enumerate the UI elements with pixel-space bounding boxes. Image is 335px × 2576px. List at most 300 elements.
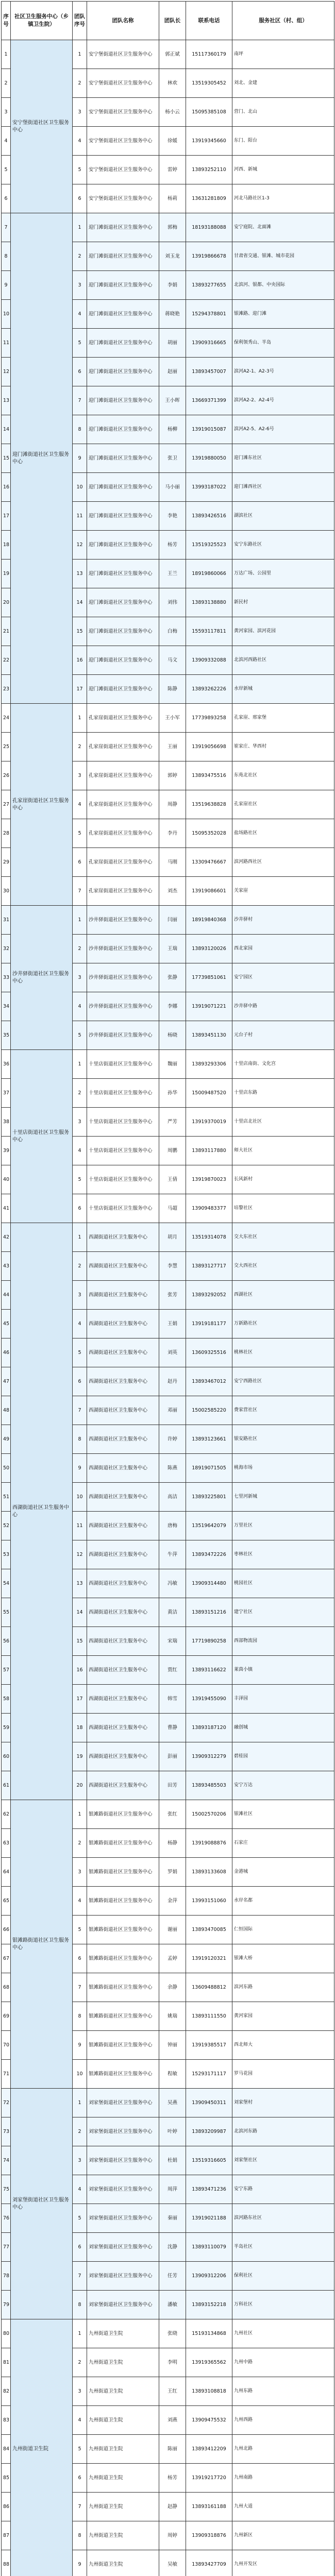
row-area: 碧桂园 xyxy=(232,1742,334,1771)
row-leader: 张红 xyxy=(159,1800,186,1829)
row-seq: 63 xyxy=(2,1829,11,1858)
row-team-no: 6 xyxy=(73,1194,87,1223)
row-team-no: 3 xyxy=(73,963,87,992)
row-phone: 13609488812 xyxy=(186,1973,232,2002)
row-team-no: 4 xyxy=(73,2175,87,2204)
row-seq: 80 xyxy=(2,2319,11,2348)
row-seq: 10 xyxy=(2,300,11,329)
row-team-no: 5 xyxy=(73,1165,87,1194)
row-team-no: 3 xyxy=(73,2146,87,2175)
row-team-name: 迎门滩街道社区卫生服务中心 xyxy=(87,271,159,300)
header-phone: 联系电话 xyxy=(186,2,232,40)
row-leader: 周婷 xyxy=(159,2521,186,2550)
row-area: 长风新村 xyxy=(232,1165,334,1194)
row-team-name: 孔家崖街道社区卫生服务中心 xyxy=(87,733,159,761)
row-seq: 30 xyxy=(2,877,11,906)
row-team-name: 十里店街道社区卫生服务中心 xyxy=(87,1137,159,1165)
row-team-no: 5 xyxy=(73,1916,87,1944)
row-leader: 李艳 xyxy=(159,502,186,531)
row-team-no: 7 xyxy=(73,386,87,415)
row-team-no: 6 xyxy=(73,2464,87,2493)
row-phone: 13909312279 xyxy=(186,1742,232,1771)
row-team-no: 1 xyxy=(73,2089,87,2117)
row-area: 费家营社区 xyxy=(232,1396,334,1425)
row-team-name: 西湖街道社区卫生服务中心 xyxy=(87,1656,159,1685)
row-area: 孔家崖社区 xyxy=(232,790,334,819)
row-phone: 15095385108 xyxy=(186,98,232,127)
row-team-no: 1 xyxy=(73,213,87,242)
row-team-no: 5 xyxy=(73,2435,87,2464)
row-leader: 钟丽 xyxy=(159,2031,186,2060)
row-team-no: 2 xyxy=(73,1252,87,1281)
row-team-name: 西湖街道社区卫生服务中心 xyxy=(87,1425,159,1454)
row-leader: 孟婷 xyxy=(159,1944,186,1973)
row-leader: 王倩 xyxy=(159,1165,186,1194)
row-phone: 13309476667 xyxy=(186,848,232,877)
row-team-no: 10 xyxy=(73,1483,87,1512)
row-seq: 16 xyxy=(2,473,11,502)
row-phone: 13893111550 xyxy=(186,2002,232,2031)
row-leader: 张静 xyxy=(159,963,186,992)
table-header xyxy=(2,2,334,40)
row-area: 十里店北社区 xyxy=(232,1108,334,1137)
row-team-name: 安宁堡街道社区卫生服务中心 xyxy=(87,40,159,69)
row-leader: 王小军 xyxy=(159,704,186,733)
row-team-name: 迎门滩街道社区卫生服务中心 xyxy=(87,588,159,617)
row-area: 刘家堡村 xyxy=(232,2089,334,2117)
row-phone: 17719890258 xyxy=(186,1627,232,1656)
row-area: 水岸新城 xyxy=(232,675,334,704)
row-phone: 13919071221 xyxy=(186,992,232,1021)
row-team-no: 2 xyxy=(73,733,87,761)
row-team-no: 5 xyxy=(73,156,87,184)
row-phone: 13893108818 xyxy=(186,2377,232,2406)
row-team-no: 2 xyxy=(73,2117,87,2146)
row-area: 桃海市场 xyxy=(232,1454,334,1483)
row-leader: 许婷 xyxy=(159,1425,186,1454)
row-leader: 吴燕 xyxy=(159,2089,186,2117)
row-team-no: 6 xyxy=(73,848,87,877)
row-team-no: 9 xyxy=(73,444,87,473)
row-team-no: 7 xyxy=(73,877,87,906)
row-team-name: 安宁堡街道社区卫生服务中心 xyxy=(87,184,159,213)
row-area: 安宁东路 xyxy=(232,2175,334,2204)
row-area: 银滩社区 xyxy=(232,1800,334,1829)
row-seq: 5 xyxy=(2,156,11,184)
row-area: 迎门滩西社区 xyxy=(232,473,334,502)
row-team-no: 1 xyxy=(73,1050,87,1079)
row-area: 九州西路 xyxy=(232,2406,334,2435)
row-phone: 13893451130 xyxy=(186,1021,232,1050)
row-team-name: 沙井驿街道社区卫生服务中心 xyxy=(87,992,159,1021)
row-seq: 43 xyxy=(2,1252,11,1281)
row-phone: 13919217720 xyxy=(186,2464,232,2493)
row-seq: 23 xyxy=(2,675,11,704)
row-team-name: 刘家堡街道社区卫生服务中心 xyxy=(87,2146,159,2175)
row-area: 银滩大桥 xyxy=(232,1944,334,1973)
row-seq: 50 xyxy=(2,1454,11,1483)
row-leader: 郭正斌 xyxy=(159,40,186,69)
row-team-no: 1 xyxy=(73,40,87,69)
row-phone: 13919181177 xyxy=(186,1310,232,1338)
row-leader: 闫丽 xyxy=(159,906,186,935)
row-phone: 13919088876 xyxy=(186,1829,232,1858)
row-leader: 郭婷 xyxy=(159,761,186,790)
row-team-no: 8 xyxy=(73,2002,87,2031)
center-name: 西湖街道社区卫生服务中心 xyxy=(11,1223,73,1800)
row-area: 融创城 xyxy=(232,1714,334,1742)
row-leader: 余静 xyxy=(159,1973,186,2002)
row-phone: 15117360179 xyxy=(186,40,232,69)
row-team-no: 15 xyxy=(73,617,87,646)
row-area: 河北马路社区1-3 xyxy=(232,184,334,213)
row-seq: 66 xyxy=(2,1916,11,1944)
row-team-name: 刘家堡街道社区卫生服务中心 xyxy=(87,2117,159,2146)
row-phone: 13893133608 xyxy=(186,1858,232,1887)
row-area: 十里店南街、文化宫 xyxy=(232,1050,334,1079)
row-team-name: 孔家崖街道社区卫生服务中心 xyxy=(87,704,159,733)
row-leader: 严芳 xyxy=(159,1108,186,1137)
row-phone: 13993151060 xyxy=(186,1887,232,1916)
row-team-name: 银滩路街道社区卫生服务中心 xyxy=(87,1944,159,1973)
row-phone: 13893252110 xyxy=(186,156,232,184)
row-team-name: 西湖街道社区卫生服务中心 xyxy=(87,1569,159,1598)
row-team-no: 1 xyxy=(73,704,87,733)
row-leader: 杨莉 xyxy=(159,184,186,213)
row-seq: 82 xyxy=(2,2377,11,2406)
row-team-no: 11 xyxy=(73,1512,87,1540)
row-seq: 62 xyxy=(2,1800,11,1829)
row-area: 十里店东路 xyxy=(232,1079,334,1108)
row-seq: 77 xyxy=(2,2233,11,2262)
row-team-name: 西湖街道社区卫生服务中心 xyxy=(87,1367,159,1396)
row-seq: 67 xyxy=(2,1944,11,1973)
row-seq: 55 xyxy=(2,1598,11,1627)
row-leader: 刘玉龙 xyxy=(159,242,186,271)
row-leader: 潘敏 xyxy=(159,2291,186,2319)
row-area: 关家崖 xyxy=(232,877,334,906)
row-area: 安宁园区 xyxy=(232,963,334,992)
row-area: 银滩路、迎门滩 xyxy=(232,300,334,329)
row-team-no: 5 xyxy=(73,2204,87,2233)
service-team-table xyxy=(1,1,334,2576)
row-phone: 13631281809 xyxy=(186,184,232,213)
row-team-name: 西湖街道社区卫生服务中心 xyxy=(87,1396,159,1425)
row-team-no: 5 xyxy=(73,1021,87,1050)
row-team-name: 迎门滩街道社区卫生服务中心 xyxy=(87,617,159,646)
row-area: 水岸名都 xyxy=(232,1887,334,1916)
center-name: 十里店街道社区卫生服务中心 xyxy=(11,1050,73,1223)
row-team-no: 6 xyxy=(73,2233,87,2262)
row-team-name: 西湖街道社区卫生服务中心 xyxy=(87,1714,159,1742)
row-phone: 15009487520 xyxy=(186,1079,232,1108)
row-team-name: 九州街道卫生院 xyxy=(87,2319,159,2348)
row-team-no: 8 xyxy=(73,415,87,444)
row-seq: 37 xyxy=(2,1079,11,1108)
row-phone: 13909312206 xyxy=(186,2262,232,2291)
row-seq: 4 xyxy=(2,127,11,156)
row-team-no: 5 xyxy=(73,819,87,848)
row-leader: 陈燕 xyxy=(159,1454,186,1483)
row-area: 安宁庭院、北面滩 xyxy=(232,213,334,242)
row-seq: 88 xyxy=(2,2550,11,2576)
row-leader: 金萍 xyxy=(159,1887,186,1916)
row-team-no: 4 xyxy=(73,1137,87,1165)
row-seq: 3 xyxy=(2,98,11,127)
row-team-no: 13 xyxy=(73,1569,87,1598)
row-phone: 15193134868 xyxy=(186,2319,232,2348)
row-team-no: 1 xyxy=(73,1800,87,1829)
row-team-no: 4 xyxy=(73,790,87,819)
row-team-name: 沙井驿街道社区卫生服务中心 xyxy=(87,935,159,963)
row-team-no: 20 xyxy=(73,1771,87,1800)
row-seq: 12 xyxy=(2,358,11,386)
row-leader: 冯敏 xyxy=(159,1569,186,1598)
row-area: 西湖社区 xyxy=(232,1281,334,1310)
row-team-name: 迎门滩街道社区卫生服务中心 xyxy=(87,329,159,358)
row-phone: 13893138880 xyxy=(186,588,232,617)
row-phone: 15002570206 xyxy=(186,1800,232,1829)
row-team-name: 迎门滩街道社区卫生服务中心 xyxy=(87,473,159,502)
row-area: 仁恒国际 xyxy=(232,1916,334,1944)
row-seq: 46 xyxy=(2,1338,11,1367)
row-leader: 程敏 xyxy=(159,2060,186,2089)
row-seq: 69 xyxy=(2,2002,11,2031)
row-team-no: 9 xyxy=(73,2550,87,2576)
row-leader: 曹静 xyxy=(159,1714,186,1742)
row-phone: 13909475532 xyxy=(186,2406,232,2435)
row-leader: 杨芳 xyxy=(159,2464,186,2493)
row-area: 桃园社区 xyxy=(232,1569,334,1598)
row-seq: 29 xyxy=(2,848,11,877)
row-team-no: 8 xyxy=(73,2521,87,2550)
row-leader: 贾红 xyxy=(159,1656,186,1685)
row-phone: 13893209987 xyxy=(186,2117,232,2146)
row-leader: 周静 xyxy=(159,790,186,819)
row-seq: 8 xyxy=(2,242,11,271)
row-seq: 47 xyxy=(2,1367,11,1396)
row-team-name: 银滩路街道社区卫生服务中心 xyxy=(87,1973,159,2002)
row-team-no: 3 xyxy=(73,1858,87,1887)
row-team-name: 西湖街道社区卫生服务中心 xyxy=(87,1281,159,1310)
row-area: 金港城 xyxy=(232,1858,334,1887)
row-leader: 杨静 xyxy=(159,1829,186,1858)
row-team-name: 孔家崖街道社区卫生服务中心 xyxy=(87,819,159,848)
row-area: 九州社区 xyxy=(232,2319,334,2348)
page-root xyxy=(0,1,335,2372)
row-area: 培黎社区 xyxy=(232,1194,334,1223)
row-area: 保利领秀山、半岛 xyxy=(232,329,334,358)
table-body xyxy=(2,40,334,2576)
header-area: 服务社区（村、组） xyxy=(232,2,334,40)
row-team-name: 银滩路街道社区卫生服务中心 xyxy=(87,1858,159,1887)
row-team-name: 九州街道卫生院 xyxy=(87,2377,159,2406)
row-phone: 13893293306 xyxy=(186,1050,232,1079)
row-phone: 13893117880 xyxy=(186,1137,232,1165)
row-phone: 13893292052 xyxy=(186,1281,232,1310)
row-area: 东门、阳台 xyxy=(232,127,334,156)
row-team-no: 12 xyxy=(73,531,87,560)
table-row xyxy=(2,213,334,242)
table-row xyxy=(2,1050,334,1079)
row-team-name: 银滩路街道社区卫生服务中心 xyxy=(87,1800,159,1829)
row-team-name: 沙井驿街道社区卫生服务中心 xyxy=(87,1021,159,1050)
row-leader: 马刚 xyxy=(159,848,186,877)
row-team-no: 5 xyxy=(73,329,87,358)
row-leader: 王红 xyxy=(159,2377,186,2406)
row-seq: 56 xyxy=(2,1627,11,1656)
row-area: 西北师大 xyxy=(232,2031,334,2060)
row-area: 滨河东路 xyxy=(232,1973,334,2002)
row-team-name: 银滩路街道社区卫生服务中心 xyxy=(87,1887,159,1916)
row-area: 九州新区 xyxy=(232,2521,334,2550)
row-area: 半岛社区 xyxy=(232,2233,334,2262)
row-team-name: 西湖街道社区卫生服务中心 xyxy=(87,1512,159,1540)
row-leader: 唐梅 xyxy=(159,1512,186,1540)
row-team-name: 九州街道卫生院 xyxy=(87,2550,159,2576)
table-row xyxy=(2,1800,334,1829)
row-team-name: 银滩路街道社区卫生服务中心 xyxy=(87,1829,159,1858)
row-phone: 13909316665 xyxy=(186,329,232,358)
row-team-no: 12 xyxy=(73,1540,87,1569)
row-phone: 13909450311 xyxy=(186,2089,232,2117)
row-seq: 79 xyxy=(2,2291,11,2319)
row-area: 师大社区 xyxy=(232,1137,334,1165)
row-team-name: 孔家崖街道社区卫生服务中心 xyxy=(87,877,159,906)
row-phone: 13893127717 xyxy=(186,1252,232,1281)
row-leader: 赵静 xyxy=(159,2493,186,2521)
row-leader: 孙华 xyxy=(159,1079,186,1108)
row-leader: 蒋晓艳 xyxy=(159,300,186,329)
row-team-no: 2 xyxy=(73,2348,87,2377)
table-row xyxy=(2,1223,334,1252)
row-leader: 彭丽 xyxy=(159,1742,186,1771)
row-phone: 17739851061 xyxy=(186,963,232,992)
row-team-no: 7 xyxy=(73,2262,87,2291)
row-seq: 64 xyxy=(2,1858,11,1887)
table-row xyxy=(2,704,334,733)
row-team-no: 4 xyxy=(73,1887,87,1916)
row-seq: 71 xyxy=(2,2060,11,2089)
row-phone: 13919086601 xyxy=(186,877,232,906)
row-seq: 76 xyxy=(2,2204,11,2233)
row-leader: 周萍 xyxy=(159,2175,186,2204)
row-phone: 13919870023 xyxy=(186,1165,232,1194)
row-leader: 李慧 xyxy=(159,1252,186,1281)
row-area: 万达广场、公园里 xyxy=(232,560,334,588)
row-leader: 邓丽 xyxy=(159,1396,186,1425)
row-team-no: 2 xyxy=(73,69,87,98)
row-area: 九州开发区 xyxy=(232,2550,334,2576)
row-phone: 13919345660 xyxy=(186,127,232,156)
row-team-no: 3 xyxy=(73,2377,87,2406)
row-phone: 15002585220 xyxy=(186,1396,232,1425)
row-leader: 杜娟 xyxy=(159,2146,186,2175)
row-seq: 32 xyxy=(2,935,11,963)
row-leader: 赵丹 xyxy=(159,1367,186,1396)
center-name: 沙井驿街道社区卫生服务中心 xyxy=(11,906,73,1050)
row-phone: 13893123661 xyxy=(186,1425,232,1454)
row-seq: 59 xyxy=(2,1714,11,1742)
row-seq: 13 xyxy=(2,386,11,415)
row-leader: 刘杰 xyxy=(159,877,186,906)
center-name: 安宁堡街道社区卫生服务中心 xyxy=(11,40,73,213)
row-seq: 65 xyxy=(2,1887,11,1916)
row-area: 滨河A2-2、A2-4号 xyxy=(232,386,334,415)
row-leader: 杨小云 xyxy=(159,98,186,127)
row-area: 滨河A2-1、A2-3号 xyxy=(232,358,334,386)
row-area: 枣林社区 xyxy=(232,1540,334,1569)
row-leader: 张卫 xyxy=(159,444,186,473)
row-team-name: 迎门滩街道社区卫生服务中心 xyxy=(87,444,159,473)
header-leader: 团队长 xyxy=(159,2,186,40)
row-team-name: 西湖街道社区卫生服务中心 xyxy=(87,1598,159,1627)
row-area: 营门、北山 xyxy=(232,98,334,127)
row-area: 西北家园 xyxy=(232,935,334,963)
row-seq: 38 xyxy=(2,1108,11,1137)
row-leader: 张晓 xyxy=(159,2319,186,2348)
row-phone: 13893472226 xyxy=(186,1540,232,1569)
row-area: 万里社区 xyxy=(232,1512,334,1540)
row-team-no: 17 xyxy=(73,675,87,704)
row-team-no: 10 xyxy=(73,473,87,502)
row-team-name: 银滩路街道社区卫生服务中心 xyxy=(87,2002,159,2031)
row-phone: 13893116622 xyxy=(186,1656,232,1685)
row-phone: 13893277655 xyxy=(186,271,232,300)
row-seq: 70 xyxy=(2,2031,11,2060)
row-team-name: 刘家堡街道社区卫生服务中心 xyxy=(87,2233,159,2262)
row-area: 交大东社区 xyxy=(232,1223,334,1252)
row-team-name: 十里店街道社区卫生服务中心 xyxy=(87,1165,159,1194)
row-seq: 60 xyxy=(2,1742,11,1771)
row-team-name: 沙井驿街道社区卫生服务中心 xyxy=(87,963,159,992)
row-team-no: 2 xyxy=(73,935,87,963)
row-phone: 18919840368 xyxy=(186,906,232,935)
row-phone: 13919056698 xyxy=(186,733,232,761)
row-team-no: 17 xyxy=(73,1685,87,1714)
row-leader: 李娟 xyxy=(159,271,186,300)
row-seq: 87 xyxy=(2,2521,11,2550)
row-seq: 21 xyxy=(2,617,11,646)
row-seq: 31 xyxy=(2,906,11,935)
row-phone: 13919365562 xyxy=(186,2348,232,2377)
row-team-name: 十里店街道社区卫生服务中心 xyxy=(87,1194,159,1223)
row-team-name: 刘家堡街道社区卫生服务中心 xyxy=(87,2089,159,2117)
row-team-no: 14 xyxy=(73,1598,87,1627)
row-phone: 13893470085 xyxy=(186,1916,232,1944)
row-phone: 18919860066 xyxy=(186,560,232,588)
row-seq: 75 xyxy=(2,2175,11,2204)
row-seq: 86 xyxy=(2,2493,11,2521)
row-team-name: 迎门滩街道社区卫生服务中心 xyxy=(87,242,159,271)
row-leader: 王兰 xyxy=(159,560,186,588)
row-team-name: 迎门滩街道社区卫生服务中心 xyxy=(87,560,159,588)
row-seq: 36 xyxy=(2,1050,11,1079)
row-area: 沙井驿村 xyxy=(232,906,334,935)
row-phone: 13893187120 xyxy=(186,1714,232,1742)
row-team-name: 刘家堡街道社区卫生服务中心 xyxy=(87,2291,159,2319)
row-leader: 韩雪 xyxy=(159,1685,186,1714)
row-phone: 13893457007 xyxy=(186,358,232,386)
row-team-name: 九州街道卫生院 xyxy=(87,2348,159,2377)
row-phone: 13909314480 xyxy=(186,1569,232,1598)
center-name: 九州街道卫生院 xyxy=(11,2319,73,2576)
row-team-no: 8 xyxy=(73,1425,87,1454)
row-team-name: 西湖街道社区卫生服务中心 xyxy=(87,1454,159,1483)
row-phone: 18193188088 xyxy=(186,213,232,242)
row-area: 滨河A2-5、A2-6号 xyxy=(232,415,334,444)
row-seq: 53 xyxy=(2,1540,11,1569)
